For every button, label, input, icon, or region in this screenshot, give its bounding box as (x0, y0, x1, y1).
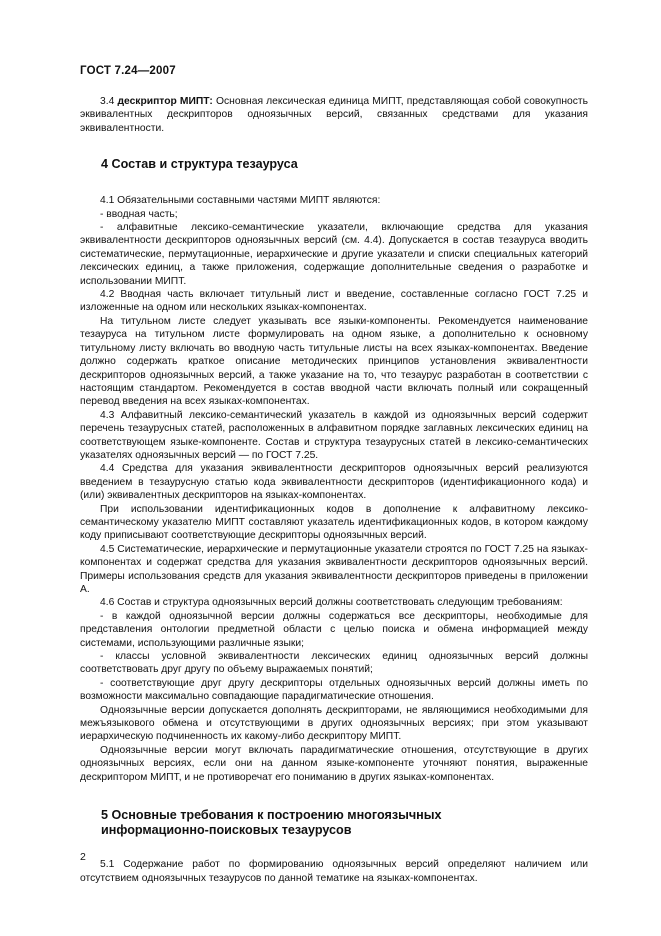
paragraph-paradigmatic: Одноязычные версии могут включать парадигматические отношения, отсутствующие в других одноязычных версиях, если они на данном языке-компоненте уточняют понятия, выраженные дескриптором МИПТ, и не противоречат его пониманию в других языках-компонентах. (80, 744, 588, 783)
paragraph-supplement: Одноязычные версии допускается дополнять дескрипторами, не являющимися необходимыми для межъязыкового обмена и отсутствующими в других одноязычных версиях; при этом указывают иерархическую подчиненность их какому-либо дескриптору МИПТ. (80, 704, 588, 743)
paragraph-title-page: На титульном листе следует указывать все языки-компоненты. Рекомендуется наименование тезауруса на титульном листе формулировать на одном языке, а дополнительно к основному титульному листу включать во вводную часть титульные листы на всех языках-компонентах. Введение должно содержать краткое описание методических принципов установления эквивалентности дескрипторов одноязычных версий, а также указание на то, что тезаурус разработан в соответствии с настоящим стандартом. Рекомендуется в состав вводной части включать полный или сокращенный перевод введения на всех языках-компонентах. (80, 315, 588, 408)
list-item-descriptors: - в каждой одноязычной версии должны содержаться все дескрипторы, необходимые для представления онтологии предметной области с целью поиска и обмена информацией между системами, использующими различные языки; (80, 610, 588, 649)
definition-number: 3.4 (100, 96, 115, 107)
page-number: 2 (80, 851, 86, 863)
paragraph-4-2: 4.2 Вводная часть включает титульный лист и введение, составленные согласно ГОСТ 7.25 и изложенные на одном или нескольких языках-компонентах. (80, 289, 588, 314)
paragraph-4-3: 4.3 Алфавитный лексико-семантический указатель в каждой из одноязычных версий содержит перечень тезаурусных статей, расположенных в алфавитном порядке заглавных лексических единиц на соответствующем языке-компоненте. Состав и структура тезаурусных статей в лексико-семантических указателях одноязычных версий — по ГОСТ 7.25. (80, 409, 588, 461)
definition-3-4 (80, 95, 588, 135)
document-header: ГОСТ 7.24—2007 (80, 65, 176, 77)
list-item-relations: - соответствующие друг другу дескрипторы отдельных одноязычных версий должны иметь по возможности максимально совпадающие парадигматические отношения. (80, 677, 588, 703)
paragraph-4-4: 4.4 Средства для указания эквивалентности дескрипторов одноязычных версий реализуются введением в тезаурусную статью кода эквивалентности дескрипторов (идентификационного кода) и (или) эквивалентных дескрипторов на языках-компонентах. (80, 463, 588, 502)
paragraph-4-5: 4.5 Систематические, иерархические и пермутационные указатели строятся по ГОСТ 7.25 на языках-компонентах и содержат средства для указания эквивалентности дескрипторов одноязычных версий. Примеры использования средств для указания эквивалентности дескрипторов приведены в приложении А. (80, 543, 588, 595)
paragraph-id-codes: При использовании идентификационных кодов в дополнение к алфавитному лексико-семантическому указателю МИПТ составляют указатель идентификационных кодов, в котором каждому коду приписывают соответствующие дескрипторы одноязычных версий. (80, 503, 588, 542)
paragraph-5-1: 5.1 Содержание работ по формированию одноязычных версий определяют наличием или отсутствием одноязычных тезаурусов по данной тематике на языках-компонентах. (80, 859, 588, 884)
definition-text: Основная лексическая единица МИПТ, представляющая собой совокупность эквивалентных дескрипторов одноязычных версий, связанных средствами для указания эквивалентности. (80, 96, 588, 134)
paragraph-4-6: 4.6 Состав и структура одноязычных версий должны соответствовать следующим требованиям: (100, 597, 563, 609)
definition-term: дескриптор МИПТ: (117, 96, 213, 107)
section-5-heading-line1: 5 Основные требования к построению многоязычных (101, 808, 442, 823)
section-4-heading: 4 Состав и структура тезауруса (101, 157, 298, 172)
section-5-heading-line2: информационно-поисковых тезаурусов (101, 823, 352, 838)
list-item-indexes: - алфавитные лексико-семантические указатели, включающие средства для указания эквивалентности дескрипторов одноязычных версий (см. 4.4). Допускается в состав тезауруса вводить систематические, пермутационные, иерархические и другие указатели и списки специальных категорий лексических единиц, а также приложения, содержащие дополнительные сведения о разработке и использовании МИПТ. (80, 222, 588, 287)
document-body (80, 95, 588, 885)
section-5-heading (80, 808, 588, 838)
list-item-intro: - вводная часть; (100, 208, 178, 220)
paragraph-4-1: 4.1 Обязательными составными частями МИПТ являются: (100, 195, 381, 207)
list-item-equivalence-classes: - классы условной эквивалентности лексических единиц одноязычных версий должны соответствовать друг другу по объему выражаемых понятий; (80, 651, 588, 676)
